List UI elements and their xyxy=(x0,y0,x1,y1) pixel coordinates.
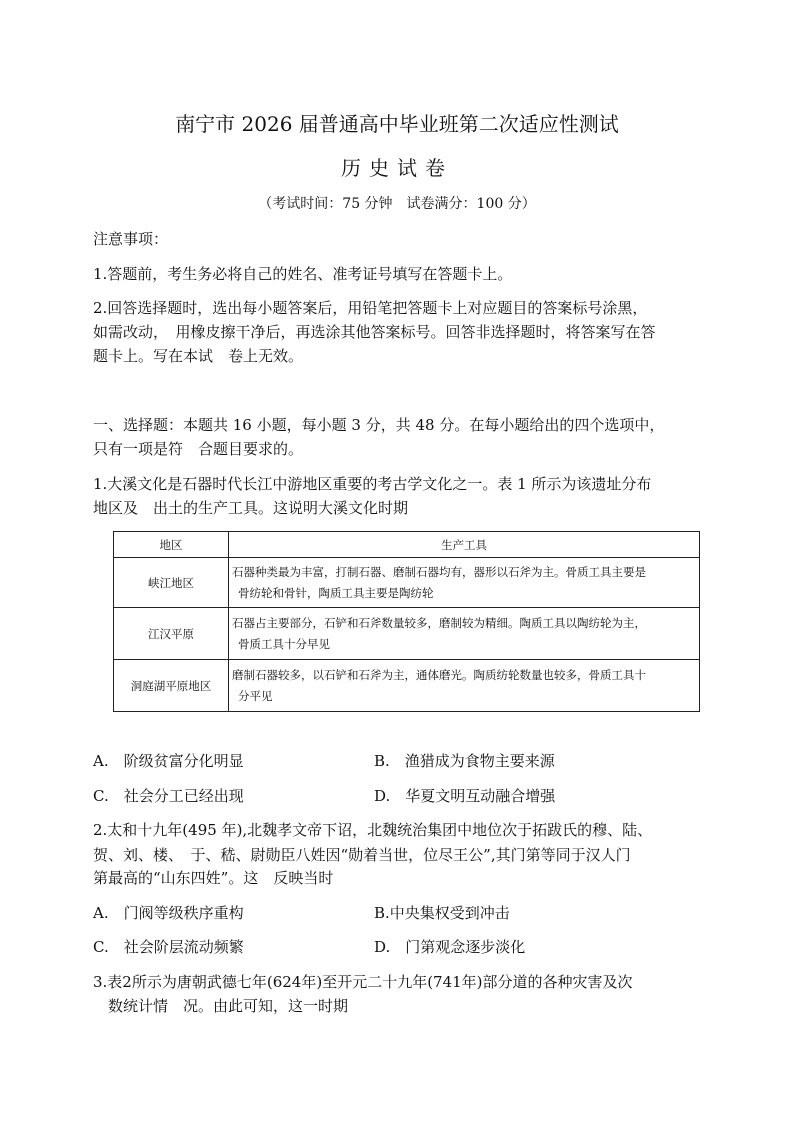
table-cell-tools-line-2: 分平见 xyxy=(238,688,273,703)
table-row xyxy=(114,558,700,608)
table-cell-tools-line-1: 石器占主要部分，石铲和石斧数量较多，磨制较为精细。陶质工具以陶纺轮为主， xyxy=(232,615,646,630)
question-3-stem-line-2: 数统计情 况。由此可知，这一时期 xyxy=(108,997,349,1015)
question-2-stem-line-1: 2.太和十九年(495 年),北魏孝文帝下诏，北魏统治集团中地位次于拓跋氏的穆、陆、 xyxy=(93,821,653,839)
notes-item-1: 1.答题前，考生务必将自己的姓名、准考证号填写在答题卡上。 xyxy=(93,265,513,283)
question-1-table xyxy=(113,531,700,712)
table-cell-tools-line-1: 磨制石器较多，以石铲和石斧为主，通体磨光。陶质纺轮数量也较多，骨质工具十 xyxy=(232,667,646,682)
exam-title: 南宁市 2026 届普通高中毕业班第二次适应性测试 xyxy=(175,112,619,136)
question-1-option-c: C. 社会分工已经出现 xyxy=(93,787,244,805)
table-header-tools: 生产工具 xyxy=(229,532,700,558)
question-2-option-c: C. 社会阶层流动频繁 xyxy=(93,938,244,956)
table-cell-tools-line-1: 石器种类最为丰富，打制石器、磨制石器均有，器形以石斧为主。骨质工具主要是 xyxy=(232,564,646,579)
exam-subject: 历史试卷 xyxy=(341,156,453,180)
question-2-option-a: A. 门阀等级秩序重构 xyxy=(93,904,244,922)
table-cell-tools-line-2: 骨纺轮和骨针，陶质工具主要是陶纺轮 xyxy=(238,585,434,600)
question-2-stem-line-3: 第最高的“山东四姓”。这 反映当时 xyxy=(93,869,334,887)
table-cell-tools-line-2: 骨质工具十分早见 xyxy=(238,636,330,651)
section-1-instruction-line-1: 一、选择题：本题共 16 小题，每小题 3 分，共 48 分。在每小题给出的四个选项中， xyxy=(93,416,665,434)
table-header-row xyxy=(114,532,700,558)
question-1-option-a: A. 阶级贫富分化明显 xyxy=(93,752,244,770)
question-2-option-b: B.中央集权受到冲击 xyxy=(374,904,510,922)
question-3-stem-line-1: 3.表2所示为唐朝武德七年(624年)至开元二十九年(741年)部分道的各种灾害及次 xyxy=(93,973,633,991)
notes-item-2-line-1: 2.回答选择题时，选出每小题答案后，用铅笔把答题卡上对应题目的答案标号涂黑， xyxy=(93,299,648,317)
table-cell-region: 峡江地区 xyxy=(114,558,229,608)
table-cell-region: 江汉平原 xyxy=(114,608,229,660)
table-cell-tools xyxy=(229,608,700,660)
notes-heading: 注意事项： xyxy=(93,230,169,248)
section-1-instruction-line-2: 只有一项是符 合题目要求的。 xyxy=(93,440,304,458)
table-header-region: 地区 xyxy=(114,532,229,558)
table-cell-tools xyxy=(229,558,700,608)
question-2-option-d: D. 门第观念逐步淡化 xyxy=(374,938,526,956)
question-1-option-d: D. 华夏文明互动融合增强 xyxy=(374,787,556,805)
table-row xyxy=(114,660,700,712)
table-cell-tools xyxy=(229,660,700,712)
table-row xyxy=(114,608,700,660)
exam-info: （考试时间：75 分钟 试卷满分：100 分） xyxy=(258,196,536,212)
question-1-stem-line-1: 1.大溪文化是石器时代长江中游地区重要的考古学文化之一。表 1 所示为该遗址分布 xyxy=(93,475,652,493)
question-2-stem-line-2: 贺、刘、楼、 于、嵇、尉勋臣八姓因“勋着当世，位尽王公”,其门第等同于汉人门 xyxy=(93,846,631,864)
notes-item-2-line-2: 如需改动， 用橡皮擦干净后，再选涂其他答案标号。回答非选择题时，将答案写在答 xyxy=(93,323,656,341)
table-cell-region: 洞庭湖平原地区 xyxy=(114,660,229,712)
question-1-option-b: B. 渔猎成为食物主要来源 xyxy=(374,752,555,770)
notes-item-2-line-3: 题卡上。写在本试 卷上无效。 xyxy=(93,347,304,365)
question-1-stem-line-2: 地区及 出土的生产工具。这说明大溪文化时期 xyxy=(93,499,409,517)
